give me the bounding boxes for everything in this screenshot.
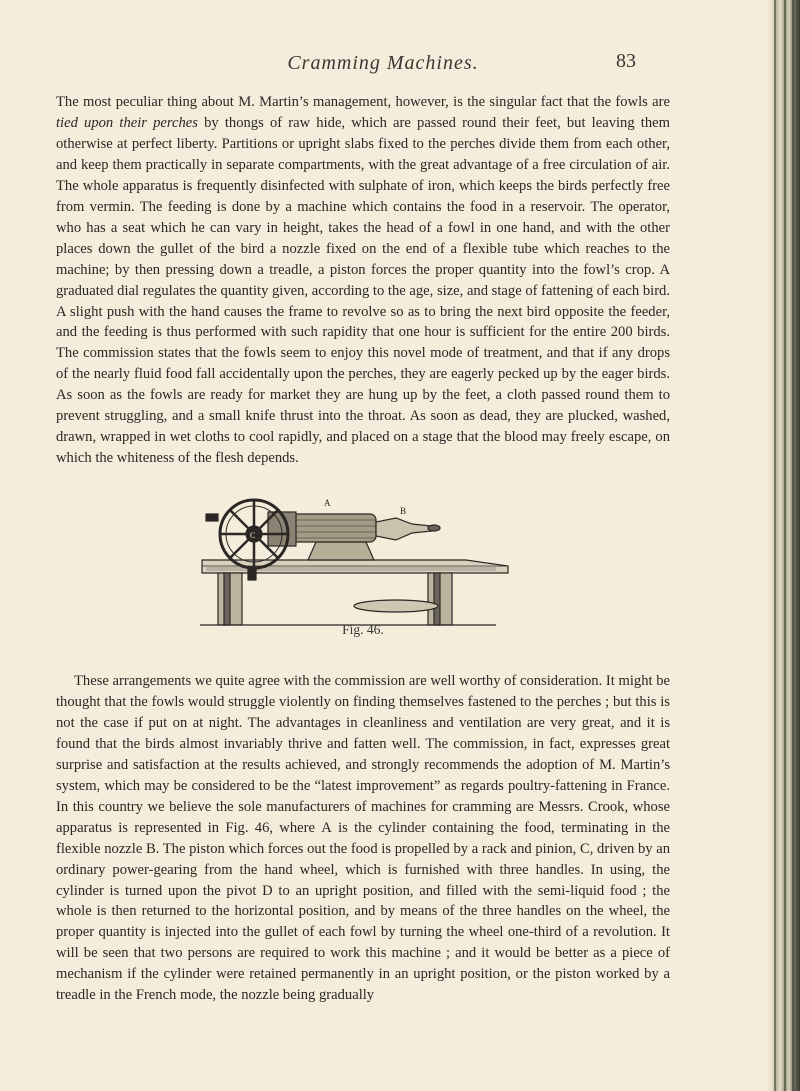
- paragraph-1-text-a: The most peculiar thing about M. Martin’s management, however, is the singular fact that the fowls are: [56, 94, 670, 110]
- label-d-ref: D: [262, 882, 273, 899]
- wheel-handle: [206, 514, 218, 521]
- figure-label-b: B: [400, 506, 407, 516]
- figure-label-a: A: [324, 498, 331, 508]
- cramming-machine-illustration: [196, 494, 516, 634]
- base-bar: [354, 600, 438, 612]
- paragraph-2-text-e: to an upright position, and filled with the semi-liquid food ; the whole is then returned to the horizontal position, and by means of the three handles on the wheel, the proper quantity is injected into the gullet of each fowl by turning the wheel one-third of a revolution. It will be seen that two persons are required to work this machine ; and it would be better as a piece of mechanism if the cylinder were retained permanently in an upright position, or the piston worked by a treadle in the French mode, the nozzle being gradually: [56, 882, 670, 1004]
- label-b-ref: B.: [145, 840, 160, 857]
- figure-caption: Fig. 46.: [342, 622, 384, 637]
- page-number: 83: [616, 50, 636, 72]
- figure-label-c: C: [250, 531, 256, 540]
- paragraph-1: [56, 92, 670, 469]
- paragraph-2-text-b: is the cylinder containing the food, terminating in the flexible nozzle: [56, 819, 671, 857]
- spine-line: [784, 0, 786, 1091]
- running-head: Cramming Machines.: [287, 52, 479, 74]
- spine-line: [792, 0, 794, 1091]
- book-spine-edge: [766, 0, 800, 1091]
- paragraph-2-text-a: These arrangements we quite agree with the commission are well worthy of consideration. It might be thought that the fowls would struggle violently on finding themselves fastened to the perches ; but this is not the case if put on at night. The advantages in cleanliness and ventilation are very great, and it is found that the birds almost invariably thrive and fatten well. The commission, in fact, expresses great surprise and satisfaction at the results achieved, and strongly recommends the adoption of M. Martin’s system, which may be considered to be the “latest improvement” as regards poultry-fattening in France. In this country we believe the sole manufacturers of machines for cramming are Messrs. Crook, whose apparatus is represented in Fig. 46, where: [56, 673, 670, 836]
- paragraph-2: [56, 671, 670, 1006]
- paragraph-2-text-d: driven by an ordinary power-gearing from the hand wheel, which is furnished with three handles. In using, the cylinder is turned upon the pivot: [56, 840, 671, 899]
- paragraph-1-emphasis: tied upon their perches: [56, 114, 198, 131]
- paragraph-1-text-b: by thongs of raw hide, which are passed round their feet, but leaving them otherwise at perfect liberty. Partitions or upright slabs fixed to the perches divide them from each other, and keep them practically in separate compartments, with the great advantage of a free circulation of air. The whole apparatus is frequently disinfected with sulphate of iron, which keeps the birds perfectly free from vermin. The feeding is done by a machine which contains the food in a reservoir. The operator, who has a seat which he can vary in height, takes the head of a fowl in one hand, and with the other places down the gullet of the bird a nozzle fixed on the end of a flexible tube which reaches to the machine; by then pressing down a treadle, a piston forces the proper quantity into the fowl’s crop. A graduated dial regulates the quantity given, according to the age, size, and stage of fattening of each bird. A slight push with the hand causes the frame to revolve so as to bring the next bird opposite the feeder, and the feeding is thus performed with such rapidity that one hour is sufficient for the entire 200 birds. The commission states that the fowls seem to enjoy this novel mode of treatment, and that if any drops of the nearly fluid food fall accidentally upon the perches, they are eagerly pecked up by the eager birds. As soon as the fowls are ready for market they are hung up by the feet, a cloth passed round them to prevent struggling, and a small knife thrust into the throat. As soon as dead, they are plucked, washed, drawn, wrapped in wet cloths to cool rapidly, and placed on a stage that the blood may freely escape, on which the whiteness of the flesh depends.: [56, 114, 670, 467]
- paragraph-2-text-c: The piston which forces out the food is propelled by a rack and pinion,: [159, 840, 580, 857]
- label-c-ref: C,: [579, 840, 594, 857]
- nozzle: [376, 518, 432, 540]
- label-a-ref: A: [321, 819, 332, 836]
- stand: [308, 542, 374, 560]
- spine-line: [774, 0, 776, 1091]
